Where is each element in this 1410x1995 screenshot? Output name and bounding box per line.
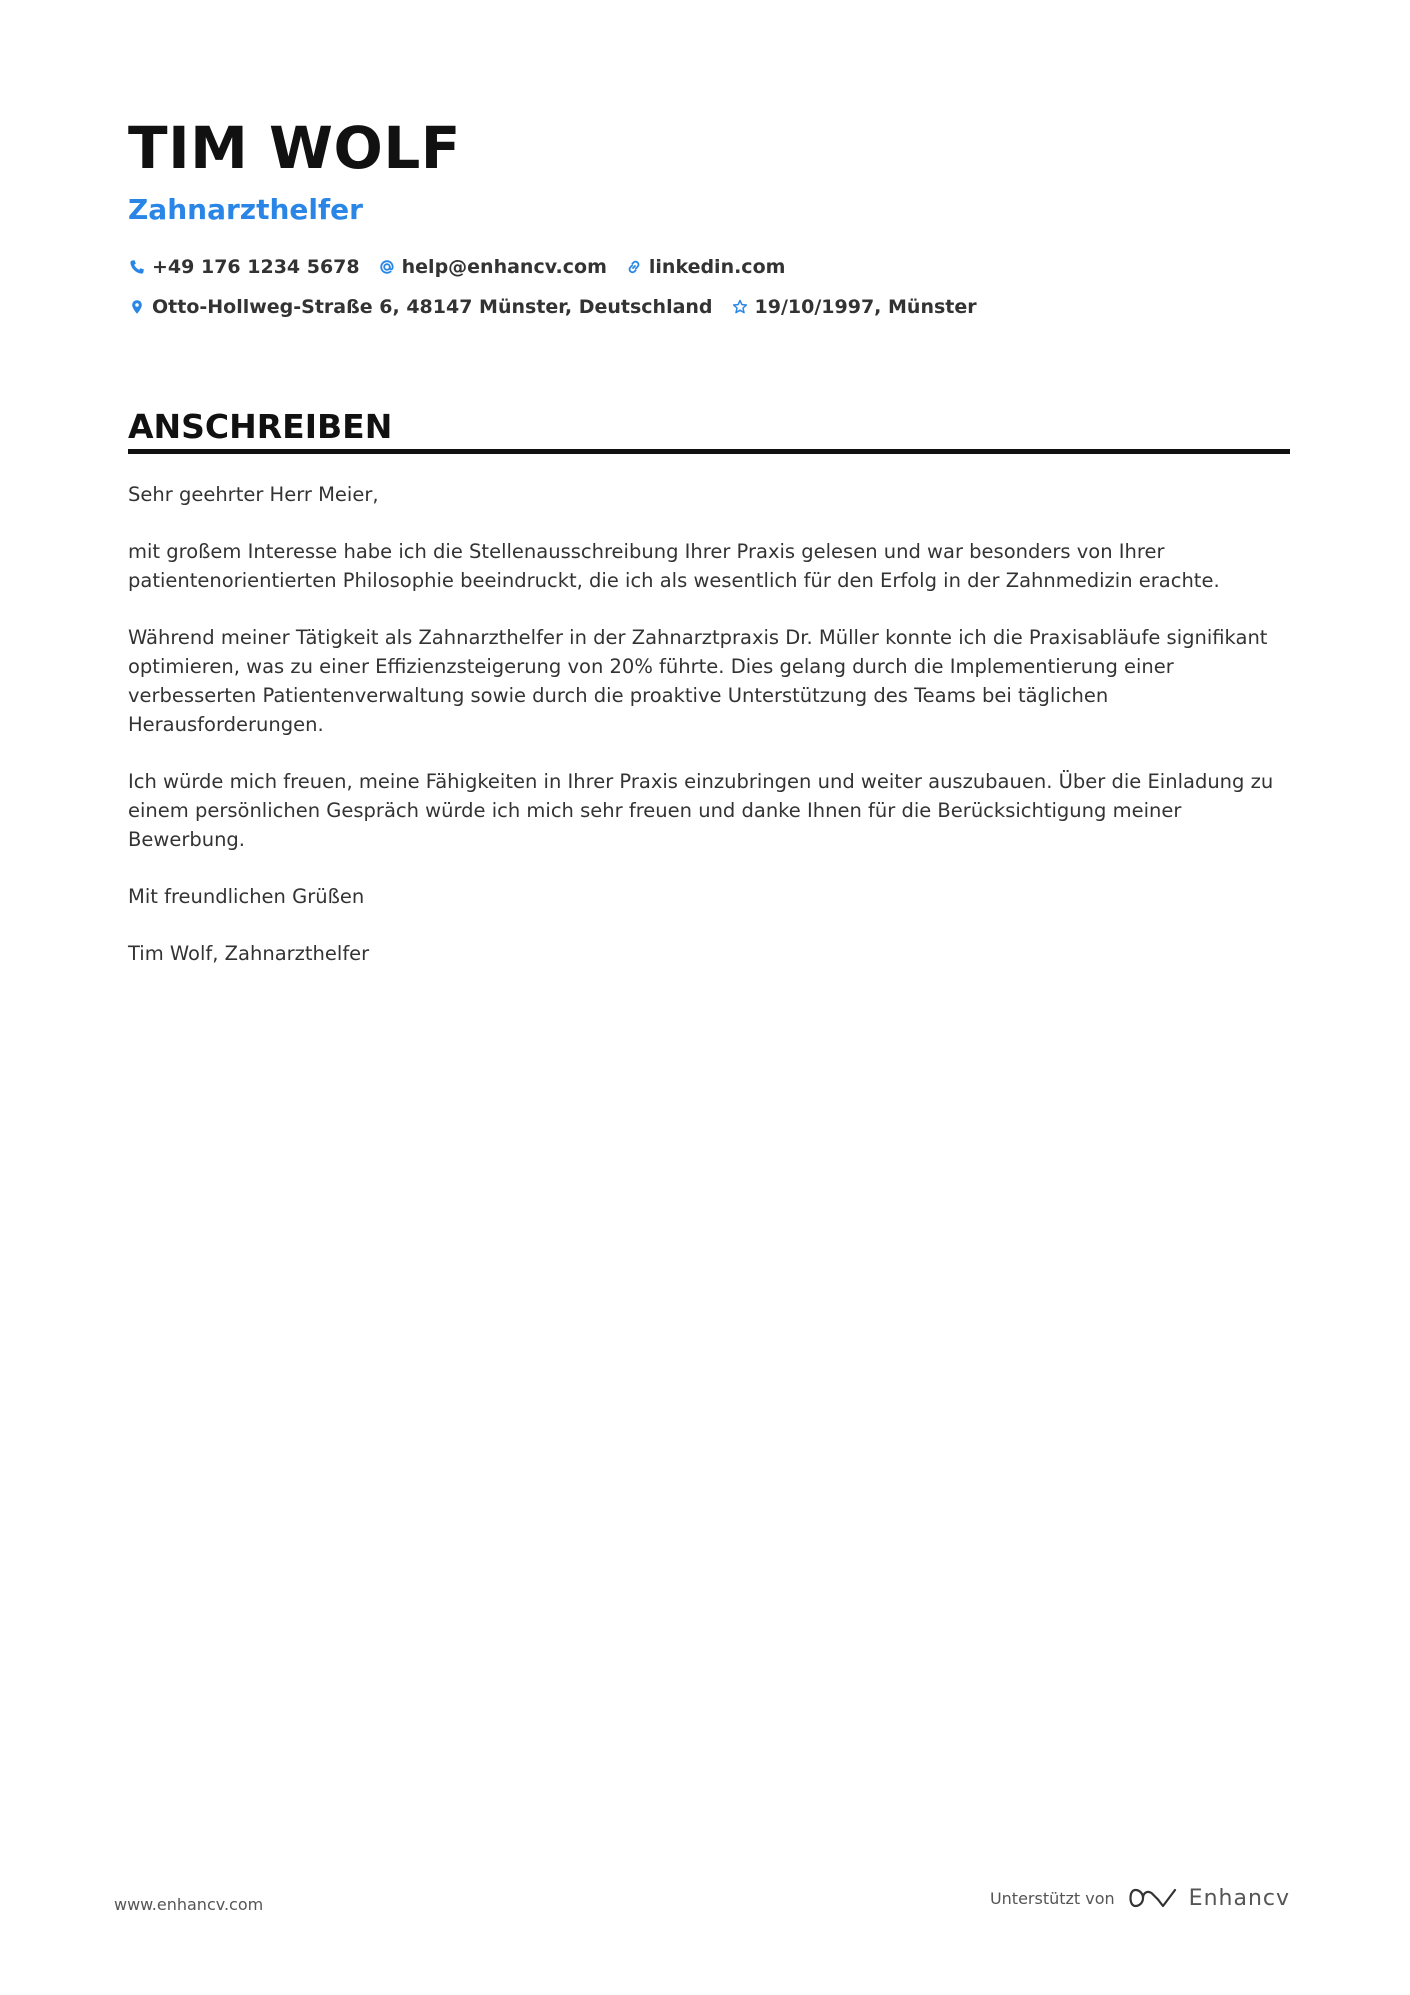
contact-linkedin[interactable]	[625, 256, 786, 278]
enhancv-logo-icon	[1129, 1884, 1177, 1912]
contact-row-primary	[128, 252, 803, 282]
letter-paragraph: Während meiner Tätigkeit als Zahnarzthelfer in der Zahnarztpraxis Dr. Müller konnte ich die Praxisabläufe signifikant optimieren, was zu einer Effizienzsteigerung von 20% führte. Dies gelang durch die Implementierung einer verbesserten Patientenverwaltung sowie durch die proaktive Unterstützung des Teams bei täglichen Herausforderungen.	[128, 626, 1268, 736]
location-pin-icon	[128, 298, 146, 316]
link-icon	[625, 258, 643, 276]
letter-body	[128, 480, 1288, 996]
email-text: help@enhancv.com	[401, 256, 607, 278]
linkedin-text: linkedin.com	[648, 256, 786, 278]
candidate-name: TIM WOLF	[128, 114, 461, 182]
address-text: Otto-Hollweg-Straße 6, 48147 Münster, Deutschland	[152, 296, 713, 318]
contact-phone[interactable]	[128, 256, 360, 278]
footer-website[interactable]: www.enhancv.com	[114, 1895, 264, 1914]
star-icon	[731, 298, 749, 316]
enhancv-brand-name: Enhancv	[1188, 1885, 1290, 1911]
section-title: ANSCHREIBEN	[128, 407, 393, 446]
birth-text: 19/10/1997, Münster	[754, 296, 977, 318]
letter-paragraph: Ich würde mich freuen, meine Fähigkeiten in Ihrer Praxis einzubringen und weiter auszubauen. Über die Einladung zu einem persönlichen Gespräch würde ich mich sehr freuen und danke Ihnen für die Berücksichtigung meiner Bewerbung.	[128, 770, 1274, 851]
footer-branding[interactable]	[990, 1884, 1290, 1912]
contact-address	[128, 296, 713, 318]
letter-closing: Mit freundlichen Grüßen	[128, 885, 365, 908]
contact-email[interactable]	[378, 256, 607, 278]
letter-salutation: Sehr geehrter Herr Meier,	[128, 483, 379, 506]
phone-text: +49 176 1234 5678	[152, 256, 360, 278]
contact-birth	[731, 296, 977, 318]
section-divider	[128, 449, 1290, 454]
candidate-role: Zahnarzthelfer	[128, 193, 363, 226]
at-icon	[378, 258, 396, 276]
phone-icon	[128, 258, 146, 276]
powered-by-label: Unterstützt von	[989, 1888, 1115, 1908]
letter-paragraph: mit großem Interesse habe ich die Stellenausschreibung Ihrer Praxis gelesen und war besonders von Ihrer patientenorientierten Philosophie beeindruckt, die ich als wesentlich für den Erfolg in der Zahnmedizin erachte.	[128, 540, 1220, 592]
letter-signature: Tim Wolf, Zahnarzthelfer	[128, 942, 370, 965]
contact-row-secondary	[128, 292, 995, 322]
